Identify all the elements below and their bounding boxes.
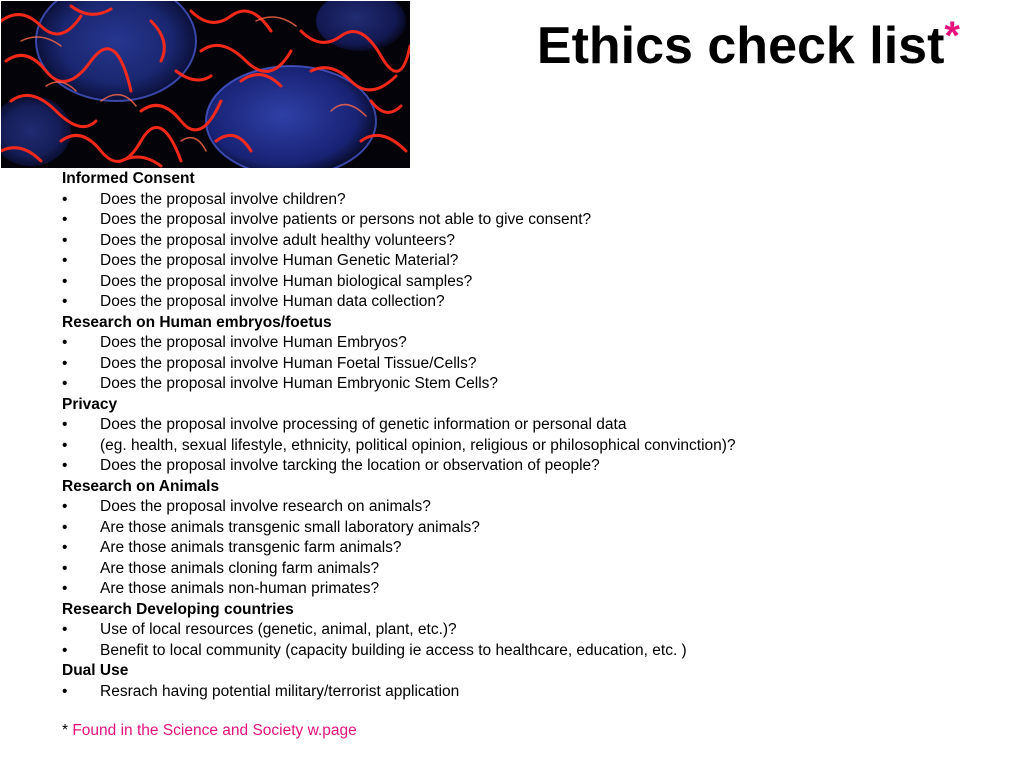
list-item	[62, 620, 962, 641]
section-informed-consent	[62, 169, 962, 313]
section-heading: Research on Animals	[62, 477, 220, 495]
bullet-icon: •	[62, 539, 68, 556]
bullet-icon: •	[62, 498, 68, 515]
item-text: Use of local resources (genetic, animal, plant, etc.)?	[100, 621, 457, 638]
section-developing-countries	[62, 600, 962, 662]
bullet-icon: •	[62, 457, 68, 474]
list-item	[62, 374, 962, 395]
item-text: Are those animals transgenic small laboratory animals?	[100, 518, 480, 536]
footnote	[62, 721, 357, 742]
section-dual-use	[62, 661, 962, 702]
bullet-icon: •	[62, 272, 68, 290]
bullet-icon: •	[62, 416, 68, 433]
list-item	[62, 210, 962, 231]
title-text: Ethics check list	[536, 17, 945, 75]
list-item	[62, 641, 962, 662]
bullet-icon: •	[62, 375, 68, 392]
bullet-icon: •	[62, 231, 68, 249]
item-text: Resrach having potential military/terrorist application	[100, 682, 460, 700]
section-human-embryos	[62, 313, 962, 395]
item-text: Does the proposal involve processing of genetic information or personal data	[100, 416, 627, 433]
item-text: Does the proposal involve Human Foetal Tissue/Cells?	[100, 354, 477, 372]
list-item	[62, 518, 962, 539]
list-item	[62, 251, 962, 272]
list-item	[62, 190, 962, 211]
bullet-icon: •	[62, 682, 68, 700]
bullet-icon: •	[62, 293, 68, 310]
list-item	[62, 456, 962, 477]
list-item	[62, 292, 962, 313]
item-text: Are those animals cloning farm animals?	[100, 559, 380, 577]
bullet-icon: •	[62, 641, 68, 659]
section-heading: Informed Consent	[62, 170, 195, 187]
item-text: (eg. health, sexual lifestyle, ethnicity, political opinion, religious or philosophical convinction)?	[100, 436, 736, 454]
section-heading: Research on Human embryos/foetus	[62, 313, 332, 331]
item-text: Does the proposal involve Human biological samples?	[100, 272, 473, 290]
bullet-icon: •	[62, 190, 68, 208]
bullet-icon: •	[62, 211, 68, 228]
section-heading: Dual Use	[62, 662, 129, 679]
list-item	[62, 333, 962, 354]
item-text: Does the proposal involve Human data collection?	[100, 293, 445, 310]
item-text: Does the proposal involve Human Embryonic Stem Cells?	[100, 375, 499, 392]
bullet-icon: •	[62, 252, 68, 269]
item-text: Does the proposal involve Human Embryos?	[100, 334, 407, 351]
fluorescence-microscopy-image	[1, 1, 410, 168]
item-text: Does the proposal involve research on animals?	[100, 498, 431, 515]
bullet-icon: •	[62, 334, 68, 351]
section-heading: Research Developing countries	[62, 600, 294, 618]
item-text: Does the proposal involve children?	[100, 190, 346, 208]
item-text: Are those animals transgenic farm animals?	[100, 539, 402, 556]
list-item	[62, 559, 962, 580]
list-item	[62, 272, 962, 293]
ethics-checklist	[62, 169, 962, 702]
slide-title	[420, 0, 960, 82]
section-privacy	[62, 395, 962, 477]
list-item	[62, 538, 962, 559]
list-item	[62, 415, 962, 436]
title-asterisk: *	[944, 14, 960, 58]
list-item	[62, 579, 962, 600]
item-text: Are those animals non-human primates?	[100, 580, 380, 597]
item-text: Does the proposal involve Human Genetic Material?	[100, 252, 459, 269]
item-text: Does the proposal involve patients or persons not able to give consent?	[100, 211, 592, 228]
bullet-icon: •	[62, 621, 68, 638]
list-item	[62, 436, 962, 457]
section-research-on-animals	[62, 477, 962, 600]
section-heading: Privacy	[62, 395, 118, 413]
bullet-icon: •	[62, 559, 68, 577]
item-text: Does the proposal involve adult healthy volunteers?	[100, 231, 456, 249]
list-item	[62, 354, 962, 375]
science-and-society-link[interactable]: Found in the Science and Society w.page	[72, 722, 357, 739]
bullet-icon: •	[62, 518, 68, 536]
item-text: Does the proposal involve tarcking the location or observation of people?	[100, 457, 600, 474]
list-item	[62, 497, 962, 518]
list-item	[62, 231, 962, 252]
bullet-icon: •	[62, 354, 68, 372]
bullet-icon: •	[62, 436, 68, 454]
bullet-icon: •	[62, 580, 68, 597]
footnote-mark: *	[62, 722, 73, 739]
list-item	[62, 682, 962, 703]
item-text: Benefit to local community (capacity building ie access to healthcare, education, etc. )	[100, 641, 687, 659]
